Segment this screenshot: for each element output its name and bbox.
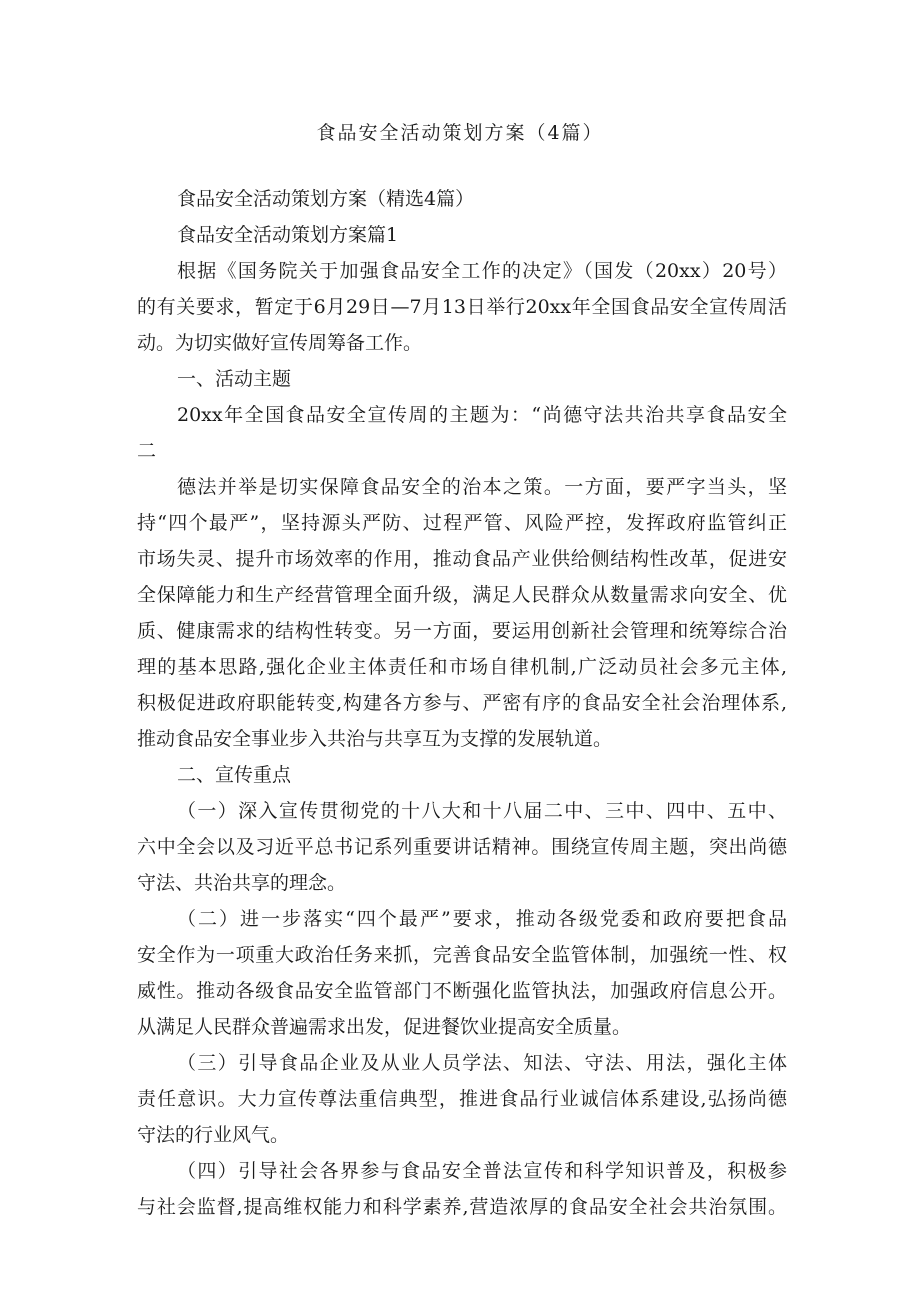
paragraph-line: 六中全会以及习近平总书记系列重要讲话精神。围绕宣传周主题，突出尚德 (137, 836, 787, 858)
paragraph-line: 全保障能力和生产经营管理全面升级，满足人民群众从数量需求向安全、优 (137, 584, 787, 606)
paragraph-line: 威性。推动各级食品安全监管部门不断强化监管执法，加强政府信息公开。 (137, 980, 787, 1002)
document-title: 食品安全活动策划方案（4篇） (316, 122, 604, 144)
paragraph-line: 守法、共治共享的理念。 (137, 872, 347, 894)
paragraph-line: 持“四个最严”，坚持源头严防、过程严管、风险严控，发挥政府监管纠正 (137, 512, 787, 534)
paragraph-line: 守法的行业风气。 (137, 1124, 290, 1146)
paragraph-line: 质、健康需求的结构性转变。另一方面，要运用创新社会管理和统筹综合治 (137, 620, 787, 642)
subtitle-line: 食品安全活动策划方案（精选4篇） (177, 188, 475, 210)
section-heading: 一、活动主题 (177, 368, 292, 390)
paragraph-line: 积极促进政府职能转变,构建各方参与、严密有序的食品安全社会治理体系, (137, 692, 787, 714)
paragraph-line: 20xx年全国食品安全宣传周的主题为：“尚德守法共治共享食品安全 (177, 404, 787, 426)
paragraph-line: 从满足人民群众普遍需求出发，促进餐饮业提高安全质量。 (137, 1016, 632, 1038)
paragraph-line: 的有关要求，暂定于6月29日—7月13日举行20xx年全国食品安全宣传周活 (137, 296, 787, 318)
paragraph-line: 与社会监督,提高维权能力和科学素养,营造浓厚的食品安全社会共治氛围。 (137, 1196, 787, 1218)
paragraph-line: 责任意识。大力宣传尊法重信典型，推进食品行业诚信体系建设,弘扬尚德 (137, 1088, 787, 1110)
section-heading-1: 食品安全活动策划方案篇1 (177, 224, 399, 246)
paragraph-line: （二）进一步落实“四个最严”要求，推动各级党委和政府要把食品 (177, 908, 787, 930)
paragraph-line: （三）引导食品企业及从业人员学法、知法、守法、用法，强化主体 (177, 1052, 787, 1074)
paragraph-line: 动。为切实做好宣传周筹备工作。 (137, 332, 423, 354)
paragraph-line: 根据《国务院关于加强食品安全工作的决定》（国发（20xx）20号） (177, 260, 787, 282)
section-heading: 二、宣传重点 (177, 764, 292, 786)
paragraph-line: （一）深入宣传贯彻党的十八大和十八届二中、三中、四中、五中、 (177, 800, 787, 822)
paragraph-line: 二 (137, 440, 157, 462)
paragraph-line: 推动食品安全事业步入共治与共享互为支撑的发展轨道。 (137, 728, 613, 750)
paragraph-line: 安全作为一项重大政治任务来抓，完善食品安全监管体制，加强统一性、权 (137, 944, 787, 966)
paragraph-line: （四）引导社会各界参与食品安全普法宣传和科学知识普及，积极参 (177, 1160, 787, 1182)
paragraph-line: 德法并举是切实保障食品安全的治本之策。一方面，要严字当头，坚 (177, 476, 787, 498)
paragraph-line: 理的基本思路,强化企业主体责任和市场自律机制,广泛动员社会多元主体, (137, 656, 787, 678)
paragraph-line: 市场失灵、提升市场效率的作用，推动食品产业供给侧结构性改革，促进安 (137, 548, 787, 570)
